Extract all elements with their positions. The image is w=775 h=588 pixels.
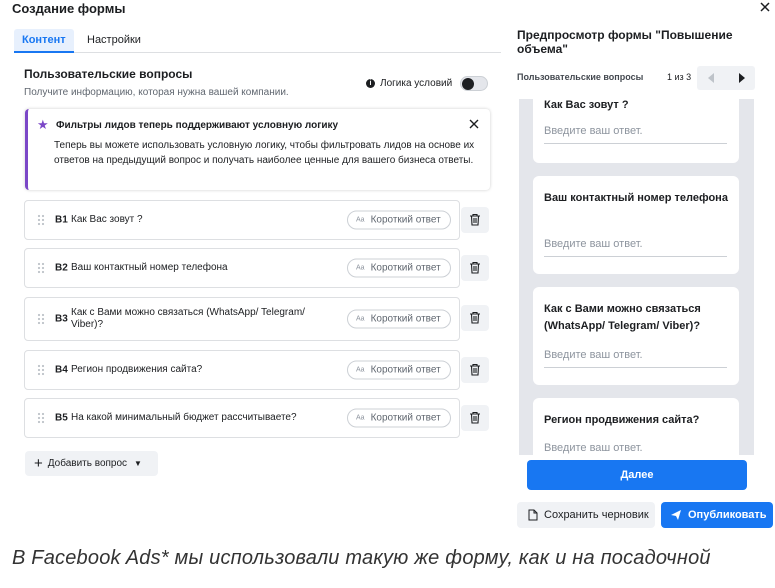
preview-question: Как с Вами можно связаться (WhatsApp/ Telegram/ Viber)? (544, 303, 701, 332)
preview-answer-input[interactable]: Введите ваш ответ. (544, 349, 727, 368)
drag-handle-icon[interactable] (37, 364, 45, 376)
answer-type-label: Короткий ответ (370, 412, 441, 424)
drag-handle-icon[interactable] (37, 313, 45, 325)
save-draft-button[interactable] (517, 502, 655, 528)
add-question-label: Добавить вопрос (47, 458, 128, 469)
drag-handle-icon[interactable] (37, 412, 45, 424)
text-type-icon: Aa (356, 414, 365, 422)
preview-title: Предпросмотр формы "Повышение объема" (517, 28, 733, 56)
publish-label: Опубликовать (688, 509, 767, 521)
preview-section-label: Пользовательские вопросы (517, 72, 644, 82)
next-button[interactable]: Далее (527, 460, 747, 490)
drag-handle-icon[interactable] (37, 214, 45, 226)
text-type-icon: Aa (356, 264, 365, 272)
question-number: В2 (55, 262, 68, 274)
question-number: В5 (55, 412, 68, 424)
question-text: Регион продвижения сайта? (71, 364, 203, 375)
question-row[interactable] (24, 248, 460, 288)
answer-type-pill[interactable] (347, 361, 451, 380)
info-banner (25, 109, 490, 190)
section-title: Пользовательские вопросы (24, 67, 193, 81)
answer-type-label: Короткий ответ (370, 214, 441, 226)
close-icon[interactable] (758, 0, 772, 14)
preview-question: Регион продвижения сайта? (544, 414, 700, 426)
delete-button[interactable] (461, 255, 489, 281)
preview-card (533, 176, 739, 274)
text-type-icon: Aa (356, 315, 365, 323)
text-type-icon: Aa (356, 216, 365, 224)
preview-question: Ваш контактный номер телефона (544, 192, 728, 204)
logic-label: Логика условий (380, 77, 453, 89)
prev-arrow-icon[interactable] (708, 73, 714, 83)
trash-icon (469, 363, 481, 376)
preview-answer-input[interactable]: Введите ваш ответ. (544, 125, 727, 144)
trash-icon (469, 261, 481, 274)
drag-handle-icon[interactable] (37, 262, 45, 274)
publish-button[interactable] (661, 502, 773, 528)
answer-type-pill[interactable] (347, 409, 451, 428)
question-text: Как Вас зовут ? (71, 214, 143, 225)
tab-bar (14, 29, 501, 53)
preview-card (533, 398, 739, 455)
answer-type-pill[interactable] (347, 211, 451, 230)
trash-icon (469, 213, 481, 226)
delete-button[interactable] (461, 305, 489, 331)
answer-type-label: Короткий ответ (370, 313, 441, 325)
preview-card (533, 287, 739, 385)
question-number: В1 (55, 214, 68, 226)
add-question-button[interactable] (25, 451, 158, 476)
question-text: На какой минимальный бюджет рассчитываете? (71, 412, 297, 423)
tab-settings[interactable]: Настройки (87, 34, 141, 46)
save-draft-label: Сохранить черновик (544, 509, 649, 521)
image-caption: В Facebook Ads* мы использовали такую же форму, как и на посадочной (12, 547, 711, 569)
answer-type-pill[interactable] (347, 259, 451, 278)
question-text: Как с Вами можно связаться (WhatsApp/ Telegram/ Viber)? (71, 307, 305, 330)
preview-answer-input[interactable]: Введите ваш ответ. (544, 238, 727, 257)
plus-icon: + (34, 455, 43, 472)
answer-type-pill[interactable] (347, 310, 451, 329)
preview-card (533, 99, 739, 163)
question-number: В3 (55, 313, 68, 325)
logic-control (366, 75, 488, 91)
question-row[interactable] (24, 350, 460, 390)
preview-nav-bar (517, 66, 760, 90)
preview-question: Как Вас зовут ? (544, 99, 629, 111)
section-subtitle: Получите информацию, которая нужна вашей компании. (24, 87, 289, 98)
delete-button[interactable] (461, 357, 489, 383)
answer-type-label: Короткий ответ (370, 262, 441, 274)
phone-preview (519, 99, 754, 455)
question-row[interactable] (24, 398, 460, 438)
document-icon (528, 509, 538, 521)
question-row[interactable] (24, 297, 460, 341)
banner-text: Теперь вы можете использовать условную логику, чтобы фильтровать лидов на основе их ответов на предыдущий вопрос и получать наиболее ценные для вашего бизнеса ответы. (54, 140, 475, 166)
delete-button[interactable] (461, 207, 489, 233)
info-icon: i (366, 79, 375, 88)
tab-content[interactable]: Контент (14, 29, 74, 53)
delete-button[interactable] (461, 405, 489, 431)
answer-type-label: Короткий ответ (370, 364, 441, 376)
question-row[interactable] (24, 200, 460, 240)
preview-pager (697, 66, 755, 90)
preview-answer-input[interactable]: Введите ваш ответ. (544, 442, 727, 455)
logic-toggle[interactable] (460, 76, 488, 91)
caret-down-icon: ▼ (134, 459, 142, 468)
star-icon: ★ (37, 117, 49, 132)
text-type-icon: Aa (356, 366, 365, 374)
banner-title: Фильтры лидов теперь поддерживают условную логику (56, 120, 339, 131)
question-text: Ваш контактный номер телефона (71, 262, 228, 273)
toggle-knob (462, 78, 474, 90)
dialog-title: Создание формы (12, 1, 126, 16)
trash-icon (469, 411, 481, 424)
send-icon (670, 509, 682, 521)
question-number: В4 (55, 364, 68, 376)
preview-page-count: 1 из 3 (667, 72, 692, 82)
next-arrow-icon[interactable] (739, 73, 745, 83)
trash-icon (469, 311, 481, 324)
banner-close-icon[interactable] (468, 118, 480, 130)
